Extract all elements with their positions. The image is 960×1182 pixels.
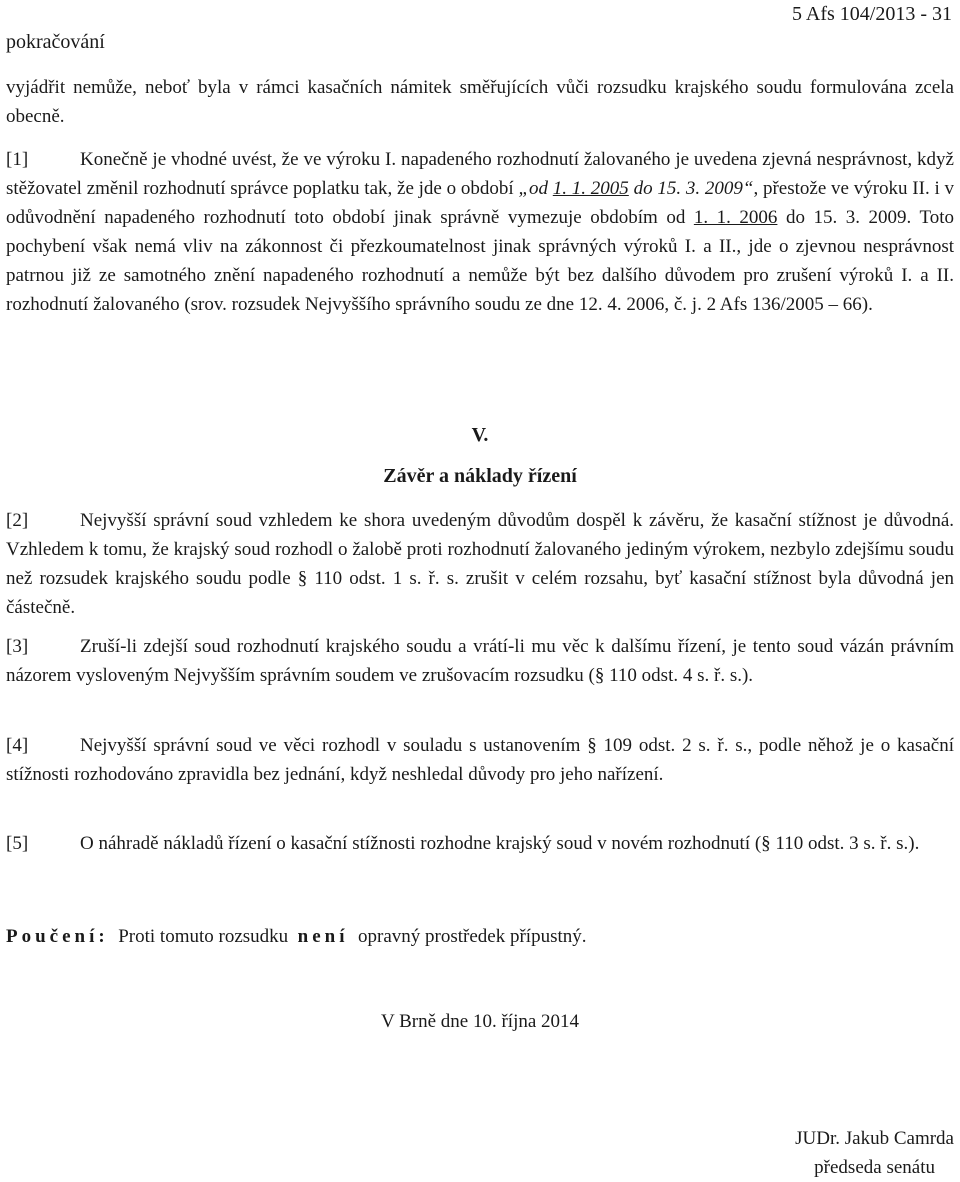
paragraph-number: [5] <box>6 833 29 854</box>
signatory-role: předseda senátu <box>814 1157 935 1178</box>
instruction-text: Proti tomuto rozsudku <box>118 926 289 947</box>
instruction-label: Poučení: <box>6 926 109 947</box>
paragraph-3 <box>6 632 954 690</box>
instruction-emphasis: není <box>297 926 349 947</box>
date-range-rest: do 15. 3. 2009 <box>628 178 743 199</box>
section-number: V. <box>471 424 489 446</box>
paragraph-number: [1] <box>6 149 29 170</box>
paragraph-2 <box>6 506 954 622</box>
paragraph-text: , přestože ve výroku II. i v odůvodnění napadeného rozhodnutí toto období jinak správně vymezuje obdobím od <box>6 178 954 228</box>
paragraph-text: Nejvyšší správní soud vzhledem ke shora uvedeným důvodům dospěl k závěru, že kasační stížnost je důvodná. Vzhledem k tomu, že krajský soud rozhodl o žalobě proti rozhodnutí žalovaného jediným výrokem, nezbylo zdejšímu soudu než rozsudek krajského soudu podle § 110 odst. 1 s. ř. s. zrušit v celém rozsahu, byť kasační stížnost byla důvodná jen částečně. <box>6 510 954 618</box>
paragraph-text: do 15. 3. 2009. Toto pochybení však nemá vliv na zákonnost či přezkoumatelnost jinak správných výroků I. a II., jde o zjevnou nesprávnost patrnou již ze samotného znění napadeného rozhodnutí a nemůže být bez dalšího důvodem pro zrušení výroků I. a II. rozhodnutí žalovaného (srov. rozsudek Nejvyššího správního soudu ze dne 12. 4. 2006, č. j. 2 Afs 136/2005 – 66). <box>6 207 955 315</box>
paragraph-text: Zruší-li zdejší soud rozhodnutí krajského soudu a vrátí-li mu věc k dalšímu řízení, je tento soud vázán právním názorem vysloveným Nejvyšším správním soudem ve zrušovacím rozsudku (§ 110 odst. 4 s. ř. s.). <box>6 636 954 686</box>
paragraph-1 <box>6 145 954 319</box>
place-and-date: V Brně dne 10. října 2014 <box>380 1011 580 1032</box>
instruction <box>6 926 587 948</box>
paragraph-number: [2] <box>6 510 29 531</box>
paragraph-4 <box>6 731 954 789</box>
section-title: Závěr a náklady řízení <box>383 465 577 487</box>
instruction-text: opravný prostředek přípustný. <box>358 926 587 947</box>
paragraph-5 <box>6 829 954 858</box>
paragraph-text: O náhradě nákladů řízení o kasační stížnosti rozhodne krajský soud v novém rozhodnutí (§ 110 odst. 3 s. ř. s.). <box>80 833 920 854</box>
paragraph-number: [4] <box>6 735 29 756</box>
paragraph-continued: vyjádřit nemůže, neboť byla v rámci kasačních námitek směřujících vůči rozsudku krajského soudu formulována zcela obecně. <box>6 77 954 127</box>
date-underlined: 1. 1. 2006 <box>693 207 778 228</box>
signatory-name: JUDr. Jakub Camrda <box>795 1128 954 1149</box>
continuation-label: pokračování <box>6 31 105 53</box>
quote-close: “ <box>742 178 754 199</box>
quote-open: „od <box>518 178 553 199</box>
signature-block <box>795 1124 954 1182</box>
date-underlined: 1. 1. 2005 <box>552 178 629 199</box>
case-number: 5 Afs 104/2013 - 31 <box>792 3 952 25</box>
paragraph-text: Konečně je vhodné uvést, že ve výroku I. napadeného rozhodnutí žalovaného je uvedena zjevná nesprávnost, když stěžovatel změnil rozhodnutí správce poplatku tak, že jde o období <box>6 149 954 199</box>
paragraph-number: [3] <box>6 636 29 657</box>
paragraph-text: Nejvyšší správní soud ve věci rozhodl v souladu s ustanovením § 109 odst. 2 s. ř. s., podle něhož je o kasační stížnosti rozhodováno zpravidla bez jednání, když neshledal důvody pro jeho nařízení. <box>6 735 954 785</box>
